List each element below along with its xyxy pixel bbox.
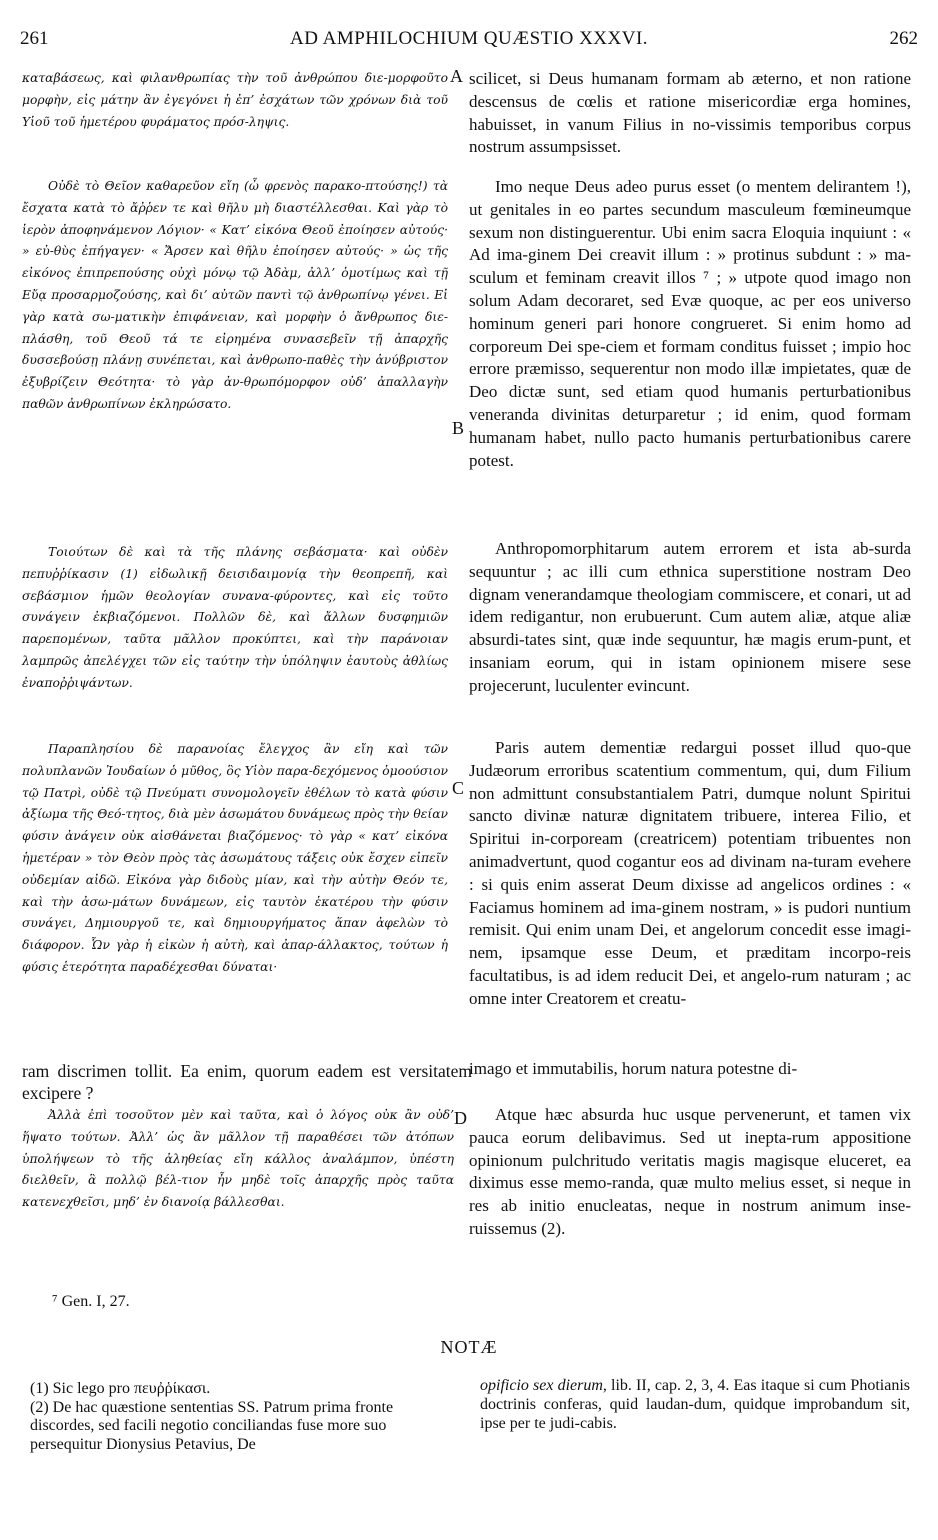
section-marker-a: A (450, 66, 463, 86)
greek-paragraph-5: Ἀλλὰ ἐπὶ τοσοῦτον μὲν καὶ ταῦτα, καὶ ὁ λόγος οὐκ ἂν οὐδ’ ἥψατο τούτων. Ἀλλ’ ὡς ἂν μᾶλλον τῇ παραθέσει τῶν ἀτόπων ὑπολήψεων τὸ τῆς ἀληθείας εἴη κάλλος ἀναλάμπον, ὑπέστη διελθεῖν, ἃ πολλῷ βέλ-τιον ἦν μηδὲ τοῖς ἀπαρχῆς πρὸς ταῦτα κατενεχθεῖσι, μηδ’ ἐν διανοίᾳ βάλλεσθαι. (22, 1108, 454, 1210)
greek-block-2 (22, 176, 448, 416)
page-number-left: 261 (20, 28, 49, 49)
latin-block-5 (469, 1104, 911, 1241)
latin-block-2 (469, 176, 911, 472)
note-2-text: lib. II, cap. 2, 3, 4. Eas itaque si cum Photianis doctrinis conferas, quid laudan-dum, quidque improbandum sit, ipse per te judi-cabis. (480, 1377, 910, 1432)
note-2-part-2 (480, 1376, 910, 1433)
running-title: AD AMPHILOCHIUM QUÆSTIO XXXVI. (289, 28, 649, 49)
latin-paragraph-5: Atque hæc absurda huc usque pervenerunt, et tamen vix pauca eorum delibavimus. Sed ut inepta-rum appositione opinionum pulchritudo veritatis magis magisque eluceret, ea diximus esse memo-randa, quæ multo melius esset, si neque in res ab initio enucleatas, neque in nostrum animum inse-ruissemus (2). (469, 1105, 911, 1238)
notae-title: NOTÆ (440, 1337, 498, 1357)
latin-continuation-text: ram discrimen tollit. Ea enim, quorum eadem est versitatem excipere ? (22, 1061, 472, 1103)
greek-column (22, 68, 448, 133)
greek-paragraph-2: Οὐδὲ τὸ Θεῖον καθαρεῦον εἴη (ὦ φρενὸς παρακο-πτούσης!) τὰ ἔσχατα κατὰ τὸ ἄῤῥεν τε καὶ θῆλυ μὴ διαστέλλεσθαι. Καὶ γὰρ τὸ ἱερὸν ἀποφηνάμενον Λόγιον· « Κατ’ εἰκόνα Θεοῦ ἐποίησεν αὐτούς· » εὐ-θὺς ἐπήγαγεν· « Ἄρσεν καὶ θῆλυ ἐποίησεν αὐτούς· » ὡς τῆς εἰκόνος ἐπιπρεπούσης οὐχὶ μόνῳ τῷ Ἀδὰμ, ἀλλ’ ὁμοτίμως καὶ τῇ Εὔᾳ προσαρμοζούσης, καὶ δι’ αὐτῶν παντὶ τῷ ἀνθρωπίνῳ γένει. Εἰ γὰρ κατὰ σω-ματικὴν ἐπιφάνειαν, καὶ μορφὴν ὁ ἄνθρωπος διε-πλάσθη, τοῦ Θεοῦ τά τε εἰρημένα συνασεβεῖν τῇ ἀπαρχῆς δυσσεβούσῃ πλάνῃ συνέπεται, καὶ ἀνθρωπο-παθὲς τὴν ἀνύβριστον ἐξυβρίζειν Θεότητα· τὸ γὰρ ἀν-θρωπόμορφον οὐδ’ ἀπαλλαγὴν παθῶν ἀνθρωπίνων ἐκληρώσατο. (22, 179, 448, 411)
note-2-part-1: (2) De hac quæstione sententias SS. Patrum prima fronte discordes, sed facili negotio conciliandas fuse more suo persequitur Dionysius Petavius, De (30, 1398, 394, 1453)
notes-left-column (30, 1380, 458, 1454)
notes-right-column (480, 1376, 910, 1433)
greek-block-5 (22, 1105, 454, 1214)
latin-column (469, 68, 911, 159)
latin-paragraph-1: scilicet, si Deus humanam formam ab æterno, et non ratione descensus de cœlis et ratione misericordiæ erga homines, habuisset, in vanum Filius in no-vissimis temporibus corpus nostrum assumpsisset. (469, 69, 911, 157)
section-marker-b: B (452, 418, 465, 438)
greek-paragraph-3: Τοιούτων δὲ καὶ τὰ τῆς πλάνης σεβάσματα· καὶ οὐδὲν πεπυῤῥίκασιν (1) εἰδωλικῇ δεισιδαιμονίᾳ τὴν θεοπρεπῆ, καὶ σεβάσμιον ἡμῶν θεολογίαν συνανα-φύροντες, καὶ εἰς τοῦτο συνάγειν ἐκβιαζόμενοι. Πολλῶν δὲ, καὶ ἄλλων δυσφημιῶν παρεπομένων, ταῦτα μᾶλλον προκύπτει, καὶ τὴν παράνοιαν λαμπρῶς ἀπελέγχει τῶν εἰς ταύτην τὴν ὑπόληψιν ἑαυτοὺς ἀθλίως ἐναποῤῥιψάντων. (22, 545, 448, 690)
page-number-right: 262 (889, 28, 918, 49)
greek-paragraph-4: Παραπλησίου δὲ παρανοίας ἔλεγχος ἂν εἴη καὶ τῶν πολυπλανῶν Ἰουδαίων ὁ μῦθος, ὃς Υἱὸν παρα-δεχόμενος ὁμοούσιον τῷ Πατρὶ, οὐδὲ τῷ Πνεύματι συνομολογεῖν ἐθέλων τὸ κατὰ φύσιν ἀξίωμα τῆς Θεό-τητος, διὰ μὲν ἀσωμάτου δυνάμεως πρὸς τὴν θείαν φύσιν ἀνάγειν οὐκ αἰσθάνεται βιαζόμενος· τὸ γὰρ « κατ’ εἰκόνα ἡμετέραν » τὸν Θεὸν πρὸς τὰς ἀσωμάτους τάξεις οὐκ ἔσχεν εἰπεῖν οὐδεμίαν αἰδῶ. Εἰκόνα γὰρ διδοὺς μίαν, καὶ τὴν αὐτὴν Θεόν τε, καὶ τὴν ἀσω-μάτων δυνάμεων, εἰς ταυτὸν ἑκατέρου τὴν φύσιν συνάγει, Δημιουργοῦ τε, καὶ δημιουργήματος ἅπαν ἀφελὼν τὸ διάφορον. Ὧν γὰρ ἡ εἰκὼν ἡ αὐτὴ, καὶ ἀπαρ-άλλακτος, τούτων ἡ φύσις ἑτερότητα παραδέχεσθαι δύναται· (22, 742, 448, 974)
latin-block-3 (469, 538, 911, 698)
section-marker-c: C (452, 778, 465, 798)
running-header (20, 28, 918, 54)
greek-block-4 (22, 739, 448, 979)
greek-block-3 (22, 542, 448, 695)
latin-paragraph-2: Imo neque Deus adeo purus esset (o mentem delirantem !), ut genitales in eo partes secundum masculeum fœmineumque sexum non distinguerentur. Ubi enim sacra Eloquia inquiunt : « Ad ima-ginem Dei creavit illum : » protinus subdunt : » ma-sculum et feminam creavit illos ⁷ ; » utpote quod imago non solum Adam decoraret, sed Evæ quoque, ac per eos universo hominum generi pari honore congrueret. Si enim homo ad corporeum Dei spe-ciem et formam conditus fuisset ; impio hoc errore præmisso, sequerentur non modo illæ impietates, quæ de Deo dictæ sunt, sed etiam quod humanis perturbationibus veneranda divinitas deturparetur ; id enim, quod formam humanam habet, nullo pacto humanis perturbationibus carere potest. (469, 177, 911, 470)
note-1: (1) Sic lego pro πευῤῥίκασι. (30, 1380, 211, 1397)
latin-block-4 (469, 737, 911, 1011)
note-2-title: opificio sex dierum, (480, 1377, 607, 1394)
latin-paragraph-3: Anthropomorphitarum autem errorem et ista ab-surda sequuntur ; ac illi cum ethnica superstitione nostram Deo dignam venerandamque theologiam commiscere, et conari, ut ad idem redigantur, non erubuerunt. Cum autem aliæ, atque aliæ absurdi-tates sint, quæ inde sequuntur, hæ magis erum-punt, et insaniam eorum, qui in istam opinionem misere sese projecerunt, luculenter evincunt. (469, 539, 911, 695)
section-marker-d: D (454, 1108, 467, 1128)
greek-paragraph-1: καταβάσεως, καὶ φιλανθρωπίας τὴν τοῦ ἀνθρώπου διε-μορφοῦτο μορφὴν, εἰς μάτην ἂν ἐγεγόνει ἡ ἐπ’ ἐσχάτων τῶν χρόνων διὰ τοῦ Υἱοῦ τοῦ ἡμετέρου φυράματος πρόσ-ληψις. (22, 71, 448, 129)
footnote: ⁷ Gen. I, 27. (52, 1293, 130, 1310)
latin-block-4-cont (469, 1058, 911, 1081)
latin-paragraph-4-continuation-right: imago et immutabilis, horum natura potestne di- (469, 1059, 798, 1078)
latin-paragraph-4: Paris autem dementiæ redargui posset illud quo-que Judæorum erroribus scatentium commentum, qui, dum Filium non admittunt consubstantialem Patri, dumque nolunt Spiritui sancto divinæ naturæ dignitatem tribuere, interea Filio, et Spiritui in-corpoream (creatricem) potentiam tribuentes non animadvertunt, quod cogantur eos ad divinam na-turam evehere : si quis enim asserat Deum dixisse ad angelicos ordines : « Faciamus hominem ad ima-ginem nostram, » is pudori nuntium remisit. Qui enim unam Dei, et angelorum concedit esse imagi-nem, ipsamque esse Deum, et præditam incorpo-reis facultatibus, is ad idem reducit Dei, et angelo-rum naturam ; ac omne inter Creatorem et creatu- (469, 738, 911, 1008)
latin-paragraph-4-continuation-left (22, 1060, 472, 1104)
